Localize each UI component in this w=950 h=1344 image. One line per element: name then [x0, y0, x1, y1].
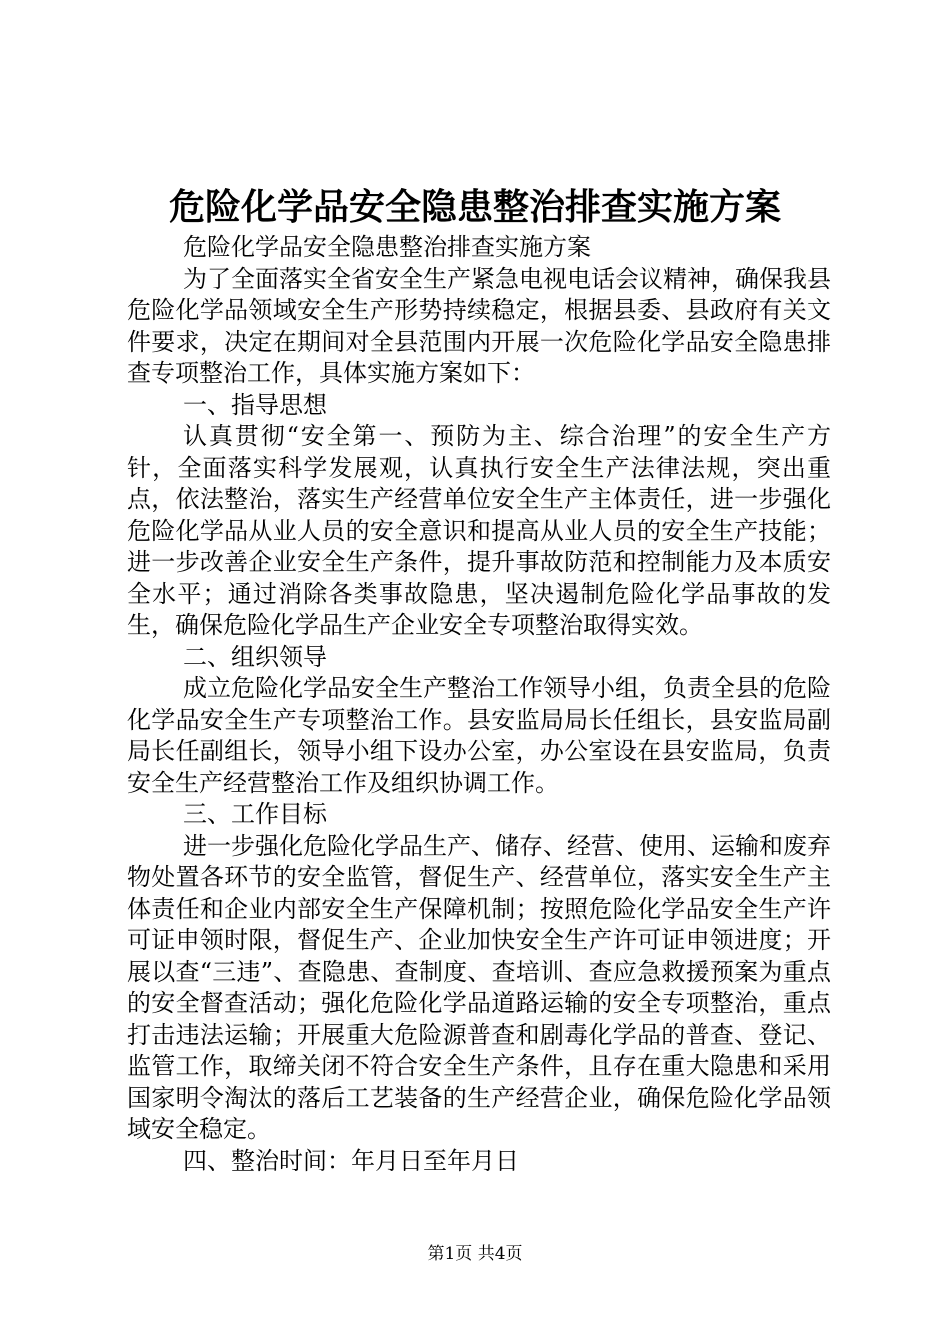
intro-paragraph: 为了全面落实全省安全生产紧急电视电话会议精神，确保我县危险化学品领域安全生产形势持续稳定，根据县委、县政府有关文件要求，决定在期间对全县范围内开展一次危险化学品安全隐患排查专项整治工作，具体实施方案如下：	[127, 264, 831, 387]
work-goals-paragraph: 进一步强化危险化学品生产、储存、经营、使用、运输和废弃物处置各环节的安全监管，督促生产、经营单位，落实安全生产主体责任和企业内部安全生产保障机制；按照危险化学品安全生产许可证申领时限，督促生产、企业加快安全生产许可证申领进度；开展以查“三违”、查隐患、查制度、查培训、查应急救援预案为重点的安全督查活动；强化危险化学品道路运输的安全专项整治，重点打击违法运输；开展重大危险源普查和剧毒化学品的普查、登记、监管工作，取缔关闭不符合安全生产条件，且存在重大隐患和采用国家明令淘汰的落后工艺装备的生产经营企业，确保危险化学品领域安全稳定。	[127, 831, 831, 1143]
document-title: 危险化学品安全隐患整治排查实施方案	[168, 187, 781, 228]
organization-paragraph: 成立危险化学品安全生产整治工作领导小组，负责全县的危险化学品安全生产专项整治工作。县安监局局长任组长，县安监局副局长任副组长，领导小组下设办公室，办公室设在县安监局，负责安全生产经营整治工作及组织协调工作。	[127, 674, 831, 797]
guiding-ideology-paragraph: 认真贯彻“安全第一、预防为主、综合治理”的安全生产方针，全面落实科学发展观，认真执行安全生产法律法规，突出重点，依法整治，落实生产经营单位安全生产主体责任，进一步强化危险化学品从业人员的安全意识和提高从业人员的安全生产技能；进一步改善企业安全生产条件，提升事故防范和控制能力及本质安全水平；通过消除各类事故隐患，坚决遏制危险化学品事故的发生，确保危险化学品生产企业安全专项整治取得实效。	[127, 422, 831, 639]
section-heading-guiding-ideology: 一、指导思想	[183, 390, 327, 419]
section-heading-rectification-time: 四、整治时间：年月日至年月日	[183, 1146, 519, 1175]
page-footer: 第1页 共4页	[427, 1244, 523, 1264]
subtitle-paragraph: 危险化学品安全隐患整治排查实施方案	[183, 233, 591, 261]
document-body	[127, 232, 831, 1177]
section-heading-work-goals: 三、工作目标	[183, 800, 327, 828]
section-heading-organization: 二、组织领导	[183, 642, 327, 671]
